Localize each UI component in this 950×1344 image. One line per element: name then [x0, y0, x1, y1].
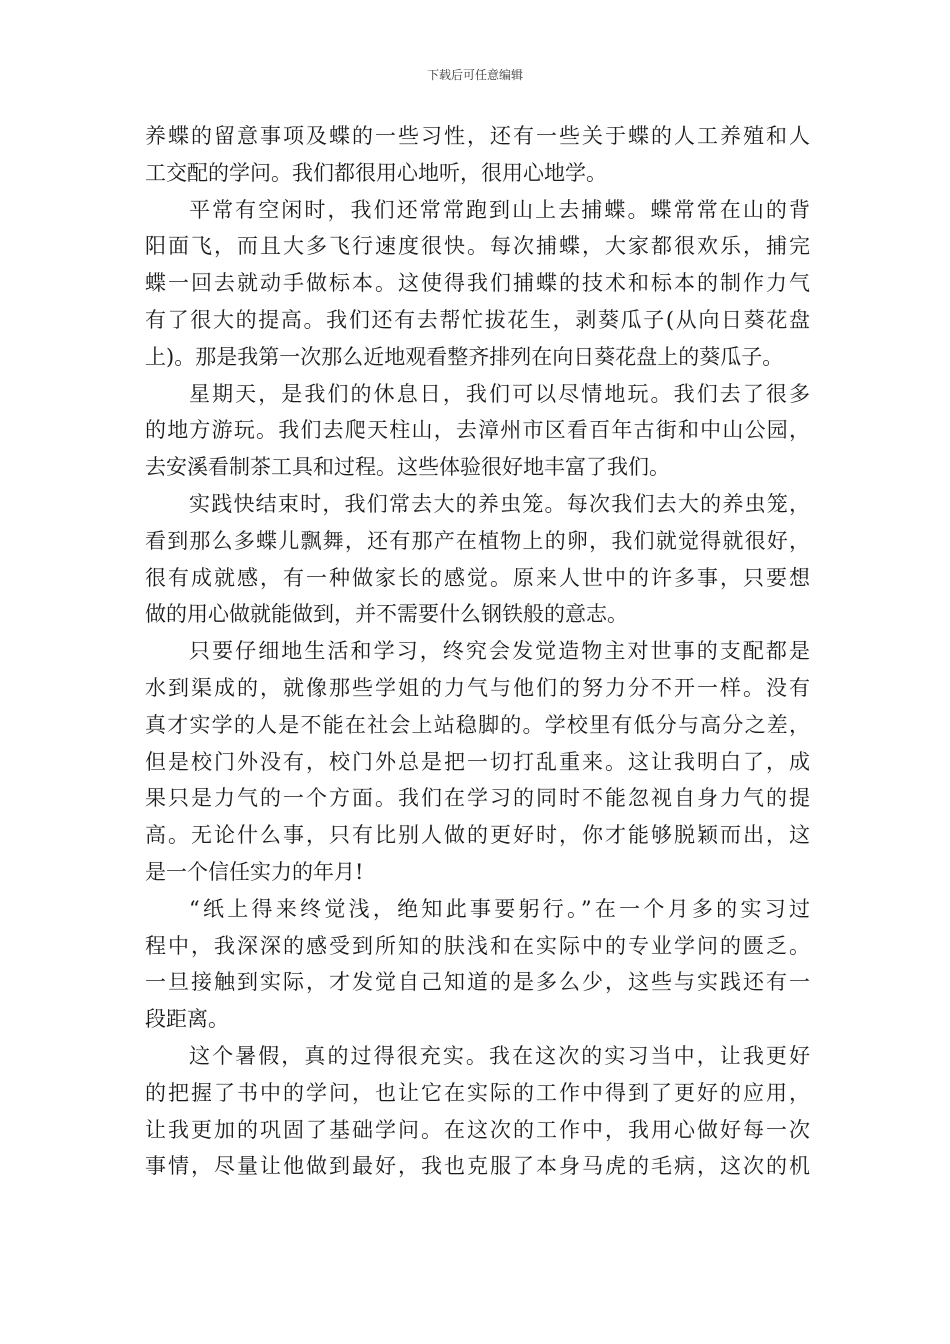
- text-line: 高。无论什么事，只有比别人做的更好时，你才能够脱颖而出，这: [145, 823, 810, 848]
- text-line: 事情，尽量让他做到最好，我也克服了本身马虎的毛病，这次的机: [145, 1154, 810, 1179]
- text-line: 工交配的学问。我们都很用心地听，很用心地学。: [145, 160, 607, 185]
- text-line: 一旦接触到实际，才发觉自己知道的是多么少，这些与实践还有一: [145, 970, 810, 995]
- text-line: 程中，我深深的感受到所知的肤浅和在实际中的专业学问的匮乏。: [145, 933, 810, 958]
- text-line: 的把握了书中的学问，也让它在实际的工作中得到了更好的应用，: [145, 1080, 810, 1105]
- text-line: 蝶一回去就动手做标本。这使得我们捕蝶的技术和标本的制作力气: [145, 271, 810, 296]
- text-line: 有了很大的提高。我们还有去帮忙拔花生，剥葵瓜子(从向日葵花盘: [145, 307, 810, 332]
- text-line: 上)。那是我第一次那么近地观看整齐排列在向日葵花盘上的葵瓜子。: [145, 344, 784, 369]
- text-line: 但是校门外没有，校门外总是把一切打乱重来。这让我明白了，成: [145, 749, 810, 774]
- text-line: 真才实学的人是不能在社会上站稳脚的。学校里有低分与高分之差，: [145, 712, 810, 737]
- text-line: 很有成就感，有一种做家长的感觉。原来人世中的许多事，只要想: [145, 565, 810, 590]
- text-line: 水到渠成的，就像那些学姐的力气与他们的努力分不开一样。没有: [145, 675, 810, 700]
- text-line: 让我更加的巩固了基础学问。在这次的工作中，我用心做好每一次: [145, 1117, 810, 1142]
- text-line: 星期天，是我们的休息日，我们可以尽情地玩。我们去了很多: [189, 381, 810, 406]
- text-line: 去安溪看制茶工具和过程。这些体验很好地丰富了我们。: [145, 455, 670, 480]
- text-line: 实践快结束时，我们常去大的养虫笼。每次我们去大的养虫笼，: [189, 491, 810, 516]
- text-line: 养蝶的留意事项及蝶的一些习性，还有一些关于蝶的人工养殖和人: [145, 124, 810, 148]
- text-line: 平常有空闲时，我们还常常跑到山上去捕蝶。蝶常常在山的背: [189, 197, 810, 222]
- text-line: 的地方游玩。我们去爬天柱山，去漳州市区看百年古街和中山公园，: [145, 418, 810, 443]
- document-body: [145, 118, 810, 1185]
- text-line: “纸上得来终觉浅，绝知此事要躬行。”在一个月多的实习过: [189, 896, 810, 921]
- text-line: 阳面飞，而且大多飞行速度很快。每次捕蝶，大家都很欢乐，捕完: [145, 234, 810, 259]
- text-line: 果只是力气的一个方面。我们在学习的同时不能忽视自身力气的提: [145, 786, 810, 811]
- text-line: 做的用心做就能做到，并不需要什么钢铁般的意志。: [145, 602, 628, 627]
- text-line: 是一个信任实力的年月!: [145, 859, 364, 884]
- text-line: 这个暑假，真的过得很充实。我在这次的实习当中，让我更好: [189, 1043, 810, 1068]
- text-line: 段距离。: [145, 1007, 229, 1032]
- text-line: 只要仔细地生活和学习，终究会发觉造物主对世事的支配都是: [189, 639, 810, 664]
- text-line: 看到那么多蝶儿飘舞，还有那产在植物上的卵，我们就觉得就很好，: [145, 528, 810, 553]
- page-header: 下载后可任意编辑: [426, 68, 523, 82]
